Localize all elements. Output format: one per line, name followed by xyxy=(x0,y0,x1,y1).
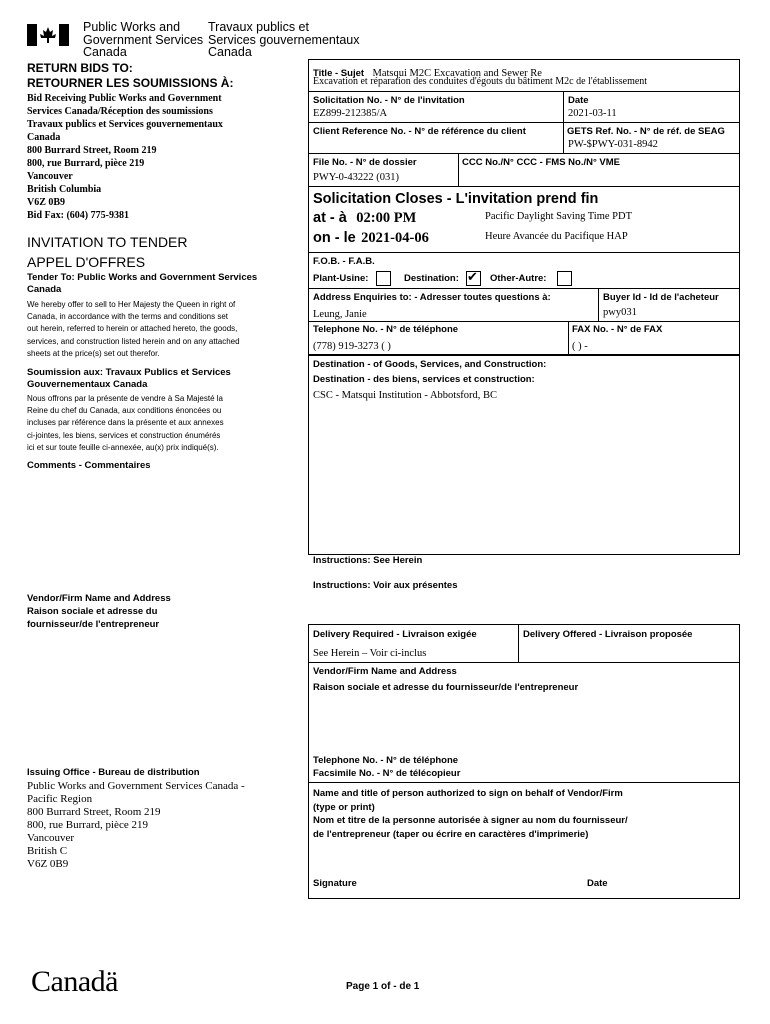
solicitation-label: Solicitation No. - N° de l'invitation xyxy=(313,95,465,106)
on-value: 2021-04-06 xyxy=(361,230,429,246)
solicitation-value: EZ899-212385/A xyxy=(313,108,388,119)
file-value: PWY-0-43222 (031) xyxy=(313,172,400,183)
vendor-facsimile-label: Facsimile No. - N° de télécopieur xyxy=(313,768,461,779)
ccc-label: CCC No./N° CCC - FMS No./N° VME xyxy=(462,157,621,168)
tender-to: Tender To: Public Works and Government Services Canada xyxy=(27,272,258,295)
canada-flag-icon xyxy=(27,24,69,46)
dept-name-en: Public Works and Government Services Canada xyxy=(83,20,204,59)
client-ref-label: Client Reference No. - N° de référence du client xyxy=(313,126,526,137)
return-bids-address: Bid Receiving Public Works and Government Services Canada/Réception des soumissions Travaux publics et Services gouvernementaux Canada 800 Burrard Street, Room 219 800, rue Burrard, pièce 219 Vancouver British Columbia V6Z 0B9 Bid Fax: (604) 775-9381 xyxy=(27,93,223,221)
page-number: Page 1 of - de 1 xyxy=(346,981,420,992)
destination-goods-label-fr: Destination - des biens, services et construction: xyxy=(313,374,535,385)
phone-label: Telephone No. - N° de téléphone xyxy=(313,324,459,335)
issuing-office-label: Issuing Office - Bureau de distribution xyxy=(27,767,200,778)
issuing-office-address: Public Works and Government Services Canada - Pacific Region 800 Burrard Street, Room 219 800, rue Burrard, pièce 219 Vancouver British C V6Z 0B9 xyxy=(27,780,245,870)
plant-label: Plant-Usine: xyxy=(313,273,369,284)
destination-label: Destination: xyxy=(404,273,459,284)
timezone-en: Pacific Daylight Saving Time PDT xyxy=(485,211,632,222)
at-label: at - à xyxy=(313,210,347,226)
delivery-offered-label: Delivery Offered - Livraison proposée xyxy=(523,629,693,640)
vendor-firm-label-left: Vendor/Firm Name and Address Raison sociale et adresse du fournisseur/de l'entrepreneur xyxy=(27,593,171,630)
delivery-required-value: See Herein – Voir ci-inclus xyxy=(313,648,427,659)
dept-name-fr: Travaux publics et Services gouvernementaux Canada xyxy=(208,20,360,59)
closes-date xyxy=(313,229,429,247)
offer-text-fr: Nous offrons par la présente de vendre à Sa Majesté la Reine du chef du Canada, aux conditions énoncées ou incluses par référence dans la présente et aux annexes ci-jointes, les biens, services et construction énumérés ici et sur toute feuille ci-annexée, au(x) prix indiqué(s). xyxy=(27,394,224,452)
destination-goods-value: CSC - Matsqui Institution - Abbotsford, BC xyxy=(313,390,498,401)
offer-text-en: We hereby offer to sell to Her Majesty the Queen in right of Canada, in accordance with the terms and conditions set out herein, referred to herein or attached hereto, the goods, services, and construction listed herein and on any attached sheets at the price(s) set out therefor. xyxy=(27,300,240,358)
vendor-telephone-label: Telephone No. - N° de téléphone xyxy=(313,755,459,766)
fax-value: ( ) - xyxy=(572,341,588,352)
signature-date-label: Date xyxy=(587,878,608,889)
return-bids-title: RETURN BIDS TO: RETOURNER LES SOUMISSIONS À: xyxy=(27,61,234,90)
instructions-fr: Instructions: Voir aux présentes xyxy=(313,580,458,591)
delivery-required-label: Delivery Required - Livraison exigée xyxy=(313,629,477,640)
title-value-fr: Excavation et réparation des conduites d'égouts du bâtiment M2c de l'établissement xyxy=(313,76,648,87)
other-checkbox[interactable] xyxy=(557,271,572,286)
authorized-person-label: Name and title of person authorized to sign on behalf of Vendor/Firm (type or print) Nom et titre de la personne autorisée à signer au nom du fournisseur/ de l'entrepreneur (taper ou écrire en caractères d'imprimerie) xyxy=(313,788,628,840)
vendor-firm-label-2: Raison sociale et adresse du fournisseur/de l'entrepreneur xyxy=(313,682,579,693)
closes-time xyxy=(313,209,416,227)
destination-checkmark-icon: ✔ xyxy=(467,269,478,284)
title-label: Title - Sujet xyxy=(313,68,365,79)
instructions-en: Instructions: See Herein xyxy=(313,555,423,566)
phone-value: (778) 919-3273 ( ) xyxy=(313,341,391,352)
title-value-en: Matsqui M2C Excavation and Sewer Re xyxy=(372,68,542,79)
signature-label: Signature xyxy=(313,878,357,889)
plant-checkbox[interactable] xyxy=(376,271,391,286)
gets-value: PW-$PWY-031-8942 xyxy=(568,139,658,150)
fax-label: FAX No. - N° de FAX xyxy=(572,324,663,335)
fob-label: F.O.B. - F.A.B. xyxy=(313,256,375,267)
timezone-fr: Heure Avancée du Pacifique HAP xyxy=(485,231,628,242)
invitation-title: INVITATION TO TENDER APPEL D'OFFRES xyxy=(27,234,188,270)
vendor-firm-label-1: Vendor/Firm Name and Address xyxy=(313,666,457,677)
address-enquiries-value: Leung, Janie xyxy=(313,309,367,320)
soumission-to: Soumission aux: Travaux Publics et Services Gouvernementaux Canada xyxy=(27,367,231,390)
closes-label: Solicitation Closes - L'invitation prend fin xyxy=(313,191,599,207)
date-value: 2021-03-11 xyxy=(568,108,617,119)
on-label: on - le xyxy=(313,230,356,246)
file-label: File No. - N° de dossier xyxy=(313,157,417,168)
destination-goods-label-en: Destination - of Goods, Services, and Construction: xyxy=(313,359,547,370)
at-value: 02:00 PM xyxy=(356,210,417,226)
address-enquiries-label: Address Enquiries to: - Adresser toutes questions à: xyxy=(313,292,551,303)
canada-wordmark: Canadä xyxy=(31,965,118,998)
buyer-label: Buyer Id - Id de l'acheteur xyxy=(603,292,719,303)
buyer-value: pwy031 xyxy=(603,307,637,318)
gets-label: GETS Ref. No. - N° de réf. de SEAG xyxy=(567,126,725,137)
date-label: Date xyxy=(568,95,589,106)
other-label: Other-Autre: xyxy=(490,273,547,284)
comments-label: Comments - Commentaires xyxy=(27,460,151,471)
